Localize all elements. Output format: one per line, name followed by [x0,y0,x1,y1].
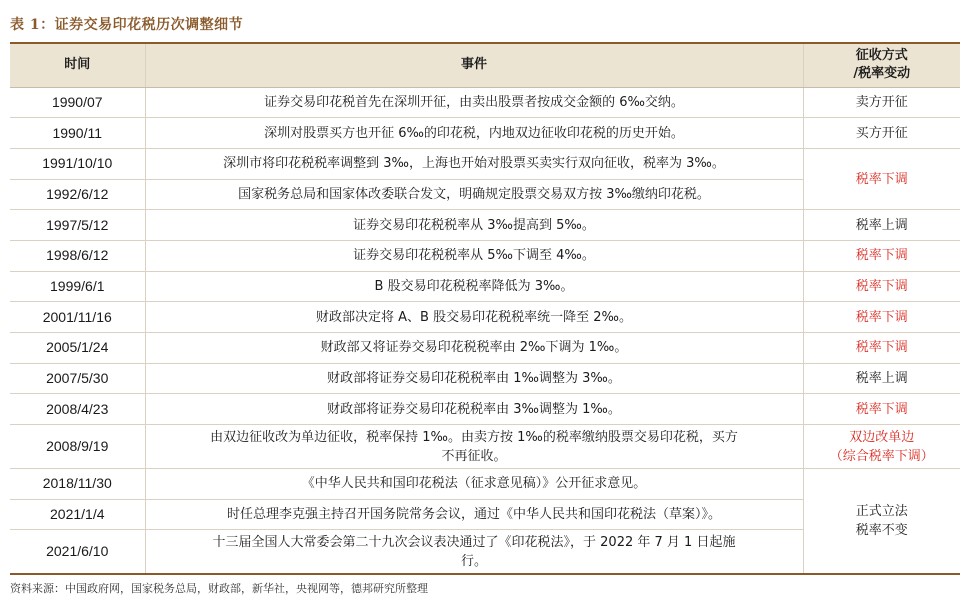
row-mode-line2: （综合税率下调） [829,448,934,464]
row-mode-line1: 双边改单边 [849,429,915,445]
row-mode-line2: 税率不变 [855,523,908,538]
row-mode: 税率上调 [803,363,960,394]
row-date: 2008/4/23 [10,394,145,425]
row-date: 1992/6/12 [10,179,145,210]
header-time: 时间 [10,43,145,87]
row-event: 深圳市将印花税税率调整到 3‰，上海也开始对股票买卖实行双向征收，税率为 3‰。 [145,148,803,179]
header-mode-line2: /税率变动 [853,66,911,82]
row-event: 证券交易印花税首先在深圳开征，由卖出股票者按成交金额的 6‰交纳。 [145,87,803,118]
row-event: 证券交易印花税税率从 5‰下调至 4‰。 [145,240,803,271]
row-date: 1998/6/12 [10,240,145,271]
row-date: 1991/10/10 [10,148,145,179]
row-date: 1997/5/12 [10,210,145,241]
table-header-row [10,43,960,87]
row-event: 深圳对股票买方也开征 6‰的印花税，内地双边征收印花税的历史开始。 [145,118,803,149]
row-mode [803,425,960,469]
row-mode: 税率上调 [803,210,960,241]
row-event: 财政部决定将 A、B 股交易印花税税率统一降至 2‰。 [145,302,803,333]
row-date: 2007/5/30 [10,363,145,394]
tax-adjustment-table [10,42,960,575]
table-row [10,210,960,241]
row-event: 时任总理李克强主持召开国务院常务会议，通过《中华人民共和国印花税法（草案）》。 [145,499,803,530]
row-date: 2008/9/19 [10,425,145,469]
row-date: 2021/6/10 [10,530,145,574]
header-mode [803,43,960,87]
table-row [10,302,960,333]
row-mode-line1: 正式立法 [855,504,908,519]
table-row [10,363,960,394]
table-caption: 表 1：证券交易印花税历次调整细节 [10,17,244,33]
table-row [10,425,960,469]
table-row [10,469,960,500]
row-date: 2005/1/24 [10,333,145,364]
table-row [10,118,960,149]
table-row [10,87,960,118]
row-event: B 股交易印花税税率降低为 3‰。 [145,271,803,302]
row-event-line2: 行。 [460,553,487,569]
source-note: 资料来源：中国政府网，国家税务总局，财政部，新华社，央视网等，德邦研究所整理 [10,582,428,595]
row-mode [803,469,960,574]
row-mode: 税率下调 [803,240,960,271]
table-row [10,271,960,302]
row-event: 财政部将证券交易印花税税率由 1‰调整为 3‰。 [145,363,803,394]
table-row [10,333,960,364]
row-date: 1990/07 [10,87,145,118]
row-event [145,530,803,574]
table-row [10,240,960,271]
row-event-line1: 由双边征收改为单边征收，税率保持 1‰。由卖方按 1‰的税率缴纳股票交易印花税，买方 [210,429,738,445]
row-event-line2: 不再征收。 [441,448,507,464]
row-date: 1999/6/1 [10,271,145,302]
row-mode: 税率下调 [803,333,960,364]
row-event: 财政部又将证券交易印花税税率由 2‰下调为 1‰。 [145,333,803,364]
row-mode: 税率下调 [803,271,960,302]
header-event: 事件 [145,43,803,87]
row-mode: 卖方开征 [803,87,960,118]
row-event [145,425,803,469]
row-mode: 税率下调 [803,302,960,333]
row-date: 2018/11/30 [10,469,145,500]
table-row [10,148,960,179]
row-event-line1: 十三届全国人大常委会第二十九次会议表决通过了《印花税法》，于 2022 年 7 月 1 日起施 [212,534,736,550]
row-event: 国家税务总局和国家体改委联合发文，明确规定股票交易双方按 3‰缴纳印花税。 [145,179,803,210]
row-date: 2021/1/4 [10,499,145,530]
row-event: 证券交易印花税税率从 3‰提高到 5‰。 [145,210,803,241]
header-mode-line1: 征收方式 [855,48,908,64]
row-mode: 税率下调 [803,148,960,209]
table-row [10,394,960,425]
row-event: 《中华人民共和国印花税法（征求意见稿）》公开征求意见。 [145,469,803,500]
row-date: 1990/11 [10,118,145,149]
row-event: 财政部将证券交易印花税税率由 3‰调整为 1‰。 [145,394,803,425]
row-mode: 买方开征 [803,118,960,149]
row-mode: 税率下调 [803,394,960,425]
row-date: 2001/11/16 [10,302,145,333]
